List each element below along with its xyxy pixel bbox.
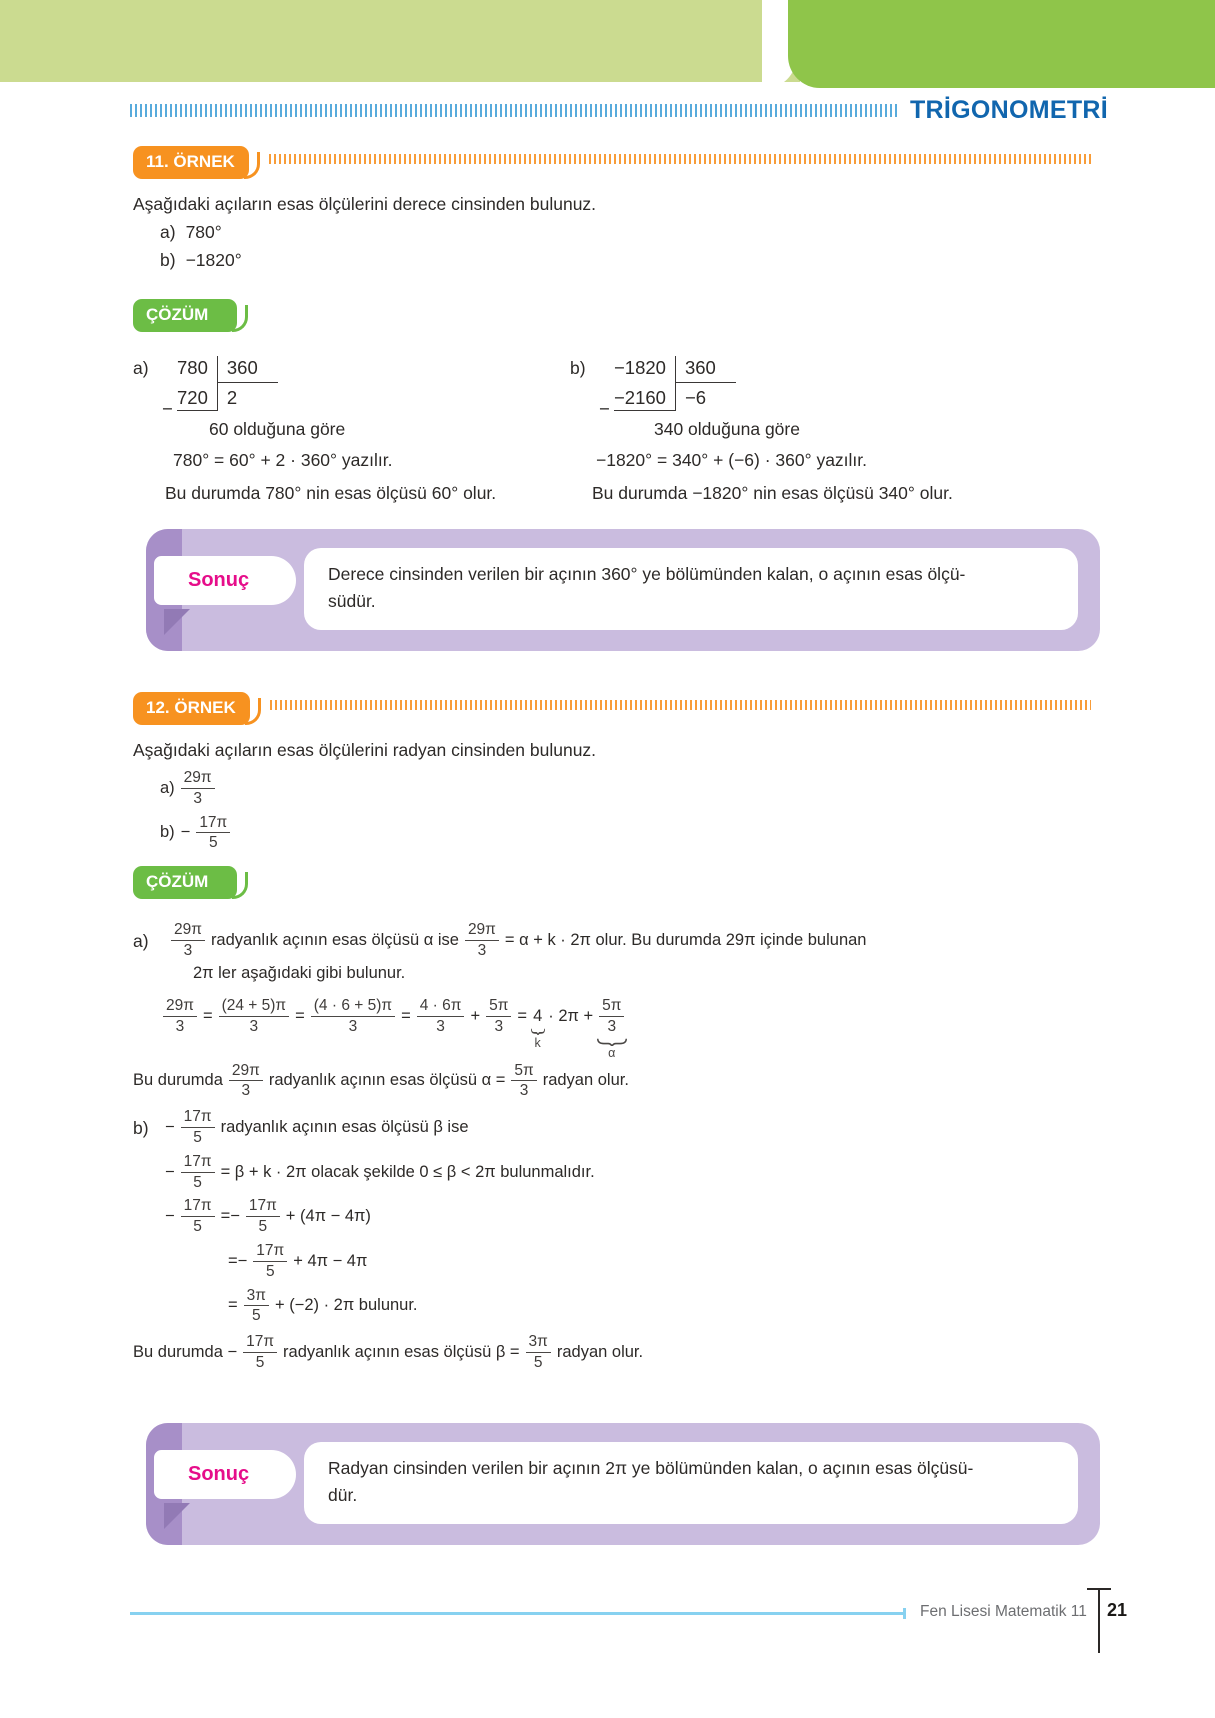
- item-b-value: −1820°: [185, 250, 242, 270]
- equals: =: [517, 1006, 528, 1025]
- item-b-label: b): [160, 823, 175, 842]
- example-12-badge-row: [133, 692, 1091, 725]
- fraction: $\frac{17\pi}{5}$: [181, 1153, 215, 1192]
- fraction-29pi-3: $\frac{29\pi}{3}$: [181, 769, 215, 808]
- text: · 2π +: [548, 1006, 594, 1025]
- text: radyanlık açının esas ölçüsü α =: [268, 1071, 506, 1090]
- result-line-1: Derece cinsinden verilen bir açının 360° ye bölümünden kalan, o açının esas ölçü-: [328, 564, 966, 584]
- fraction: $\frac{(4 \cdot 6 + 5)\pi}{3}$: [311, 997, 395, 1036]
- fraction: $\frac{29\pi}{3}$: [163, 997, 197, 1036]
- cozum-11-badge-row: [133, 299, 1091, 332]
- long-division-b: [599, 356, 736, 420]
- result-box-text: [304, 548, 1078, 630]
- example-11-solution-columns: [133, 356, 1091, 504]
- solution-12b-step3: [228, 1287, 1091, 1326]
- result-box-tab: Sonuç: [154, 1450, 296, 1499]
- solution-11b-division-row: [570, 356, 1091, 420]
- equals: =: [202, 1006, 213, 1025]
- example-11-badge-row: [133, 146, 1091, 179]
- subtracted-product: [599, 383, 675, 420]
- quotient: 2: [217, 383, 278, 411]
- divisor: 360: [675, 356, 736, 383]
- long-division-a: [162, 356, 278, 420]
- result-box-tab: Sonuç: [154, 556, 296, 605]
- solution-12b-line2: [165, 1153, 1091, 1192]
- divisor: 360: [217, 356, 278, 383]
- solution-12b-label: b): [133, 1117, 149, 1138]
- k-term: 4: [533, 1006, 543, 1025]
- solution-11b: [570, 356, 1091, 504]
- k-label: k: [534, 1035, 541, 1050]
- conclusion-b: Bu durumda −1820° nin esas ölçüsü 340° olur.: [592, 483, 953, 504]
- example-11-badge: 11. ÖRNEK: [133, 146, 249, 179]
- text: = β + k · 2π olacak şekilde 0 ≤ β < 2π bulunmalıdır.: [220, 1162, 595, 1181]
- solution-12b-step2: [228, 1242, 1091, 1281]
- equals: =: [401, 1006, 411, 1025]
- solution-12a-line1: [133, 921, 1091, 960]
- minus-sign: −: [162, 398, 173, 420]
- text: + (−2) · 2π bulunur.: [274, 1296, 418, 1315]
- cozum-11-badge: ÇÖZÜM: [133, 299, 237, 332]
- text: radyanlık açının esas ölçüsü α ise: [210, 931, 459, 950]
- result-line-2: südür.: [328, 591, 376, 612]
- fraction: $\frac{5\pi}{3}$: [511, 1062, 536, 1101]
- footer-divider: [1098, 1588, 1100, 1653]
- text: radyanlık açının esas ölçüsü β =: [283, 1343, 520, 1362]
- dividend: −1820: [614, 357, 666, 378]
- fraction: $\frac{17\pi}{5}$: [181, 1108, 215, 1147]
- equals: =−: [228, 1251, 248, 1270]
- example-12-item-b: [160, 814, 1091, 853]
- chapter-dotted-rule: [130, 104, 900, 117]
- dividend: 780: [177, 357, 208, 378]
- example-11-prompt: Aşağıdaki açıların esas ölçülerini derece cinsinden bulunuz.: [133, 194, 597, 214]
- chapter-title: TRİGONOMETRİ: [909, 96, 1108, 124]
- plus: +: [470, 1006, 481, 1025]
- example-12-section: [133, 692, 1091, 1372]
- solution-11a-division-row: [133, 356, 570, 420]
- example-11-section: [133, 146, 1091, 504]
- fraction: $\frac{29\pi}{3}$: [229, 1062, 263, 1101]
- header-band-dark: [788, 0, 1215, 88]
- fraction: $\frac{(24 + 5)\pi}{3}$: [219, 997, 290, 1036]
- cozum-12-badge-row: [133, 866, 1091, 899]
- solution-12b-conclusion: [133, 1333, 1091, 1372]
- minus-sign: −: [165, 1162, 175, 1181]
- text: + (4π − 4π): [285, 1207, 371, 1226]
- underbrace-icon: [597, 1038, 627, 1046]
- fraction: $\frac{17\pi}{5}$: [181, 1197, 215, 1236]
- footer-book-title: Fen Lisesi Matematik 11: [920, 1603, 1087, 1620]
- example-12-dotted-rule: [270, 700, 1091, 710]
- footer-page-number: 21: [1107, 1600, 1128, 1620]
- footer-rule: [130, 1612, 904, 1615]
- text: Bu durumda: [133, 1071, 223, 1090]
- example-12-prompt: Aşağıdaki açıların esas ölçülerini radyan cinsinden bulunuz.: [133, 740, 597, 760]
- fraction: $\frac{17\pi}{5}$: [253, 1242, 287, 1281]
- solution-11a: [133, 356, 570, 504]
- text: Bu durumda −: [133, 1343, 238, 1362]
- fraction: $\frac{29\pi}{3}$: [465, 921, 499, 960]
- result-box-radian: [146, 1423, 1100, 1545]
- equals: =−: [220, 1207, 240, 1226]
- text: radyan olur.: [542, 1071, 629, 1090]
- example-11-item-b: [160, 250, 1091, 271]
- solution-11a-label: a): [133, 358, 149, 378]
- minus-sign: −: [165, 1207, 175, 1226]
- solution-12a-equation: [163, 996, 1091, 1060]
- text: = α + k · 2π olur. Bu durumda 29π içinde bulunan: [504, 931, 867, 950]
- remainder-note-b: 340 olduğuna göre: [654, 419, 800, 440]
- item-b-label: b): [160, 250, 176, 270]
- fraction: $\frac{17\pi}{5}$: [243, 1333, 277, 1372]
- underbrace-k-term: [533, 1006, 543, 1050]
- header-band-light: [0, 0, 800, 82]
- minus-sign: −: [599, 398, 610, 420]
- fraction: $\frac{3\pi}{5}$: [526, 1333, 551, 1372]
- example-11-dotted-rule: [269, 154, 1091, 164]
- remainder-note-a: 60 olduğuna göre: [209, 419, 346, 440]
- solution-12b-step1: [165, 1197, 1091, 1236]
- result-box-fold: [164, 609, 190, 635]
- solution-11b-label: b): [570, 358, 586, 378]
- product-value: 720: [177, 387, 208, 409]
- result-line-1: Radyan cinsinden verilen bir açının 2π ye bölümünden kalan, o açının esas ölçüsü-: [328, 1458, 974, 1478]
- example-11-item-a: [160, 222, 1091, 243]
- fraction-17pi-5: $\frac{17\pi}{5}$: [196, 814, 230, 853]
- item-a-label: a): [160, 778, 175, 797]
- result-line-2: dür.: [328, 1485, 358, 1506]
- subtracted-product: [162, 383, 217, 420]
- result-box-fold: [164, 1503, 190, 1529]
- result-box-text: [304, 1442, 1078, 1524]
- product-value: −2160: [614, 387, 666, 409]
- equals: =: [228, 1296, 238, 1315]
- item-a-label: a): [160, 222, 176, 242]
- fraction: $\frac{5\pi}{3}$: [599, 997, 624, 1036]
- quotient: −6: [675, 383, 736, 411]
- equation-b: −1820° = 340° + (−6) · 360° yazılır.: [596, 450, 868, 471]
- fraction: $\frac{29\pi}{3}$: [171, 921, 205, 960]
- text: radyan olur.: [556, 1343, 644, 1362]
- fraction: $\frac{5\pi}{3}$: [486, 997, 511, 1036]
- conclusion-a: Bu durumda 780° nin esas ölçüsü 60° olur.: [165, 483, 497, 504]
- fraction: $\frac{17\pi}{5}$: [246, 1197, 280, 1236]
- alpha-label: α: [608, 1045, 616, 1060]
- text: radyanlık açının esas ölçüsü β ise: [220, 1117, 469, 1136]
- underbrace-icon: [531, 1028, 545, 1035]
- cozum-12-badge: ÇÖZÜM: [133, 866, 237, 899]
- result-box-degree: [146, 529, 1100, 651]
- solution-12a-line2: 2π ler aşağıdaki gibi bulunur.: [193, 963, 406, 982]
- example-12-badge: 12. ÖRNEK: [133, 692, 250, 725]
- solution-12b-line1: [133, 1108, 1091, 1147]
- fraction: $\frac{4 \cdot 6\pi}{3}$: [417, 997, 465, 1036]
- equation-a: 780° = 60° + 2 · 360° yazılır.: [173, 450, 393, 471]
- chapter-header: [130, 96, 1108, 125]
- underbrace-alpha-term: [599, 996, 624, 1060]
- item-a-value: 780°: [185, 222, 222, 242]
- solution-12a-label: a): [133, 931, 149, 952]
- equals: =: [295, 1006, 305, 1025]
- minus-sign: −: [165, 1117, 175, 1136]
- text: + 4π − 4π: [293, 1251, 368, 1270]
- solution-12a-conclusion: [133, 1062, 1091, 1101]
- fraction: $\frac{3\pi}{5}$: [244, 1287, 269, 1326]
- example-12-item-a: [160, 769, 1091, 808]
- minus-sign: −: [180, 823, 191, 842]
